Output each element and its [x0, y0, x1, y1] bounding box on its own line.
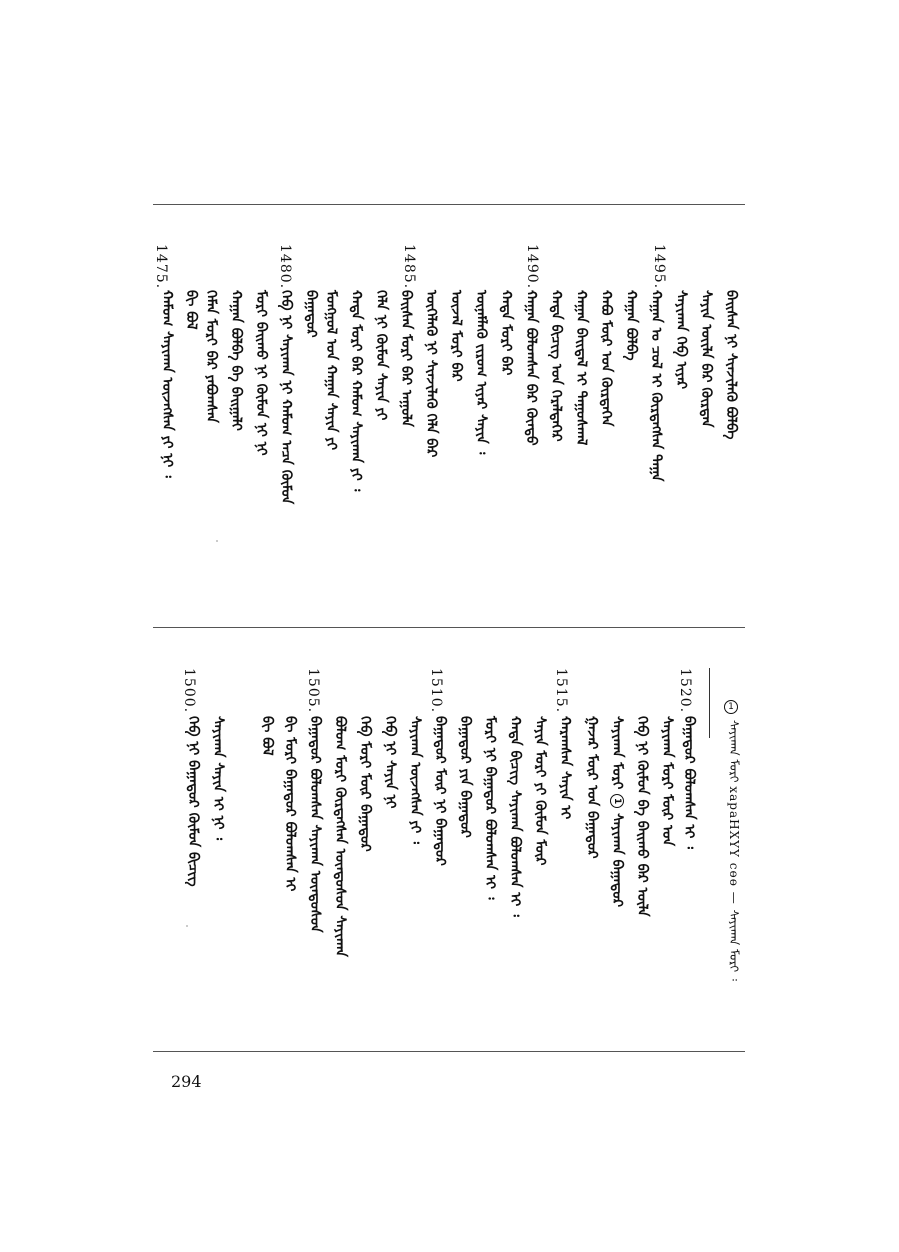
verse-text: ᠦᠨᠡᠮᠯᠡᠬᠦ ᠵᠢᠷᠤᠭ ᠢᠶᠡᠷ ᠰᠠᠶᠢᠨ	[473, 290, 489, 444]
verse-line: ᠭᠠᠵᠠᠷ ᠮᠥᠷ ᠤᠨ ᠪᠠᠭᠠᠲᠤᠷ	[584, 716, 600, 859]
verse-text: ᠬᠠᠮᠤᠭ ᠰᠠᠶᠢᠬᠠᠨ ᠦᠵᠡᠭᠰᠡᠨ ᠶᠢ ᠨᠢ	[159, 290, 175, 468]
verse-line: ᠪᠠᠭᠠᠲᠤᠷ ᠪᠣᠯᠤᠭᠰᠠᠨ ᠰᠠᠶᠢᠬᠠᠨ ᠦᠨᠳᠦᠰᠦᠨ	[307, 716, 323, 933]
verse-end-mark: ᠄	[159, 472, 175, 478]
verse-line	[478, 716, 502, 900]
verse-line: ᠰᠠᠶᠢᠨ ᠮᠣᠷᠢ ᠶᠢ ᠬᠦᠮᠦᠨ ᠮᠥᠷ	[532, 716, 548, 866]
verse-text: ᠪᠠᠭᠠᠲᠤᠷ ᠪᠣᠯᠤᠭᠰᠠᠨ ᠢ	[681, 716, 697, 839]
verse-end-mark: ᠄	[482, 893, 498, 900]
verse-line: ᠪᠠᠭᠠᠲᠤᠷ ᠶᠢᠨ ᠪᠠᠭᠠᠲᠤᠷ	[457, 716, 473, 838]
footnote-text	[724, 720, 745, 981]
bottom-rule	[153, 1051, 745, 1052]
top-rule	[153, 204, 745, 205]
verse-line: ᠪᠢ ᠮᠣᠷᠢ ᠪᠠᠭᠠᠲᠤᠷ ᠪᠣᠯᠤᠭᠰᠠᠨ ᠢ	[282, 716, 298, 892]
verse-line: ᠪᠣᠯᠤᠭ ᠮᠣᠷᠢ ᠬᠦᠷᠲᠡᠭᠰᠡᠨ ᠦᠨᠳᠦᠰᠦᠨ ᠰᠠᠶᠢᠬᠠᠨ	[332, 716, 348, 957]
verse-line: ᠬᠠᠭᠠᠨ ᠪᠠᠢᠳᠠᠯ ᠢ ᠳᠠᠭᠤᠰᠬᠠᠯ	[573, 290, 589, 446]
verse-line: ᠬᠡᠯᠡ ᠨᠢ ᠬᠥᠮᠦᠨ ᠰᠠᠶᠢᠨ ᠶᠢ	[373, 290, 389, 421]
footnote-marker: 1	[724, 700, 738, 714]
line-number: 1510.	[428, 668, 444, 714]
verse-line: ᠬᠠᠳᠠ ᠮᠣᠷᠢ ᠪᠠᠷ	[498, 290, 514, 376]
verse-line: ᠪᠠᠭᠠᠲᠤᠷ	[303, 290, 319, 338]
scan-speck	[216, 540, 218, 542]
line-number: 1495.	[651, 244, 667, 290]
verse-line: ᠦᠵᠡᠯ ᠮᠣᠷᠢ ᠪᠠᠷ	[448, 290, 464, 382]
verse-line: ᠬᠡᠪ ᠨᠢ ᠰᠠᠶᠢᠨ ᠨᠢ	[382, 716, 398, 809]
verse-end-mark: ᠄	[348, 485, 364, 492]
verse-line	[677, 716, 701, 849]
line-number: 1485.	[401, 244, 417, 290]
verse-line: ᠪᠢ ᠪᠣᠯ	[259, 716, 275, 756]
line-number: 1515.	[553, 668, 569, 714]
verse-line: ᠪᠠᠢᠰᠠᠨ ᠨᠢ ᠰᠢᠨᠵᠢᠯᠡᠬᠦ ᠪᠣᠯᠪᠠ	[723, 290, 739, 440]
verse-line: ᠬᠠᠳᠠ ᠪᠢᠴᠢᠭ ᠤᠨ ᠭᠡᠷᠡᠯᠲᠡᠭᠡᠷ	[548, 290, 564, 442]
verse-end-mark: ᠄	[407, 838, 423, 844]
verse-line: ᠬᠡᠪ ᠨᠢ ᠰᠠᠶᠢᠬᠠᠨ ᠨᠢ ᠬᠠᠮᠤᠭ ᠠᠴᠠ ᠬᠦᠮᠦᠨ	[278, 290, 294, 505]
verse-line: ᠰᠠᠶᠢᠨ ᠦᠢᠯᠡ ᠪᠡᠷ ᠬᠦᠷᠳᠡᠨ	[698, 290, 714, 428]
verse-line: ᠪᠠᠢᠰᠠᠨ ᠮᠣᠷᠢ ᠪᠠᠷ ᠠᠭᠤᠯᠠ	[398, 290, 414, 427]
verse-line: ᠬᠠᠷᠠᠭᠰᠠᠨ ᠰᠠᠶᠢᠨ ᠢ	[557, 716, 573, 820]
verse-text: ᠮᠣᠷᠢ ᠨᠢ ᠪᠠᠭᠠᠲᠤᠷ ᠪᠣᠯᠤᠭᠰᠠᠨ ᠢ	[482, 716, 498, 890]
verse-text: ᠰᠠᠶᠢᠬᠠᠨ ᠦᠵᠡᠭᠰᠡᠨ ᠶᠢ	[407, 716, 423, 834]
verse-line: ᠬᠡᠪ ᠨᠢ ᠪᠠᠭᠠᠲᠤᠷ ᠬᠦᠮᠦᠨ ᠪᠢᠴᠢᠭ	[185, 716, 201, 887]
verse-line: ᠬᠡᠪ ᠮᠣᠷᠢ ᠮᠥᠷ ᠪᠠᠭᠠᠲᠤᠷ	[357, 716, 373, 852]
scan-speck	[186, 925, 188, 927]
footnote-end-mark: ᠄	[727, 975, 741, 981]
verse-line	[155, 290, 179, 478]
verse-line: ᠮᠣᠷᠢ ᠪᠠᠢᠬᠤ ᠨᠢ ᠬᠦᠮᠦᠨ ᠨᠢ ᠨᠢ	[253, 290, 269, 456]
verse-text: ᠰᠠᠶᠢᠬᠠᠨ ᠰᠠᠶᠢᠨ ᠢ ᠨᠢ	[210, 716, 226, 830]
line-number: 1490.	[524, 244, 540, 290]
verse-text: ᠬᠠᠳᠠ ᠪᠢᠴᠢᠭ ᠰᠠᠶᠢᠬᠠᠨ ᠪᠣᠯᠤᠭᠰᠠᠨ ᠢ	[507, 716, 523, 907]
middle-rule	[153, 627, 745, 628]
verse-line: ᠦᠭᠡᠯᠡᠬᠦ ᠨᠢ ᠰᠢᠨᠵᠢᠯᠡᠬᠦ ᠬᠡᠯᠡ ᠪᠡᠷ	[423, 290, 439, 458]
verse-line: ᠬᠠᠭᠠᠨ ᠪᠣᠯᠪᠠ ᠪᠠ ᠪᠠᠢᠭᠠᠯᠢ	[228, 290, 244, 431]
verse-line: ᠪᠠᠭᠠᠲᠤᠷ ᠮᠥᠷ ᠨᠢ ᠪᠠᠭᠠᠲᠤᠷ	[432, 716, 448, 866]
verse-line	[403, 716, 427, 844]
footnote-rule	[709, 668, 710, 738]
verse-text: ᠰᠠᠶᠢᠬᠠᠨ ᠮᠣᠷᠢ	[609, 716, 625, 790]
verse-line	[469, 290, 493, 454]
verse-line: ᠬᠡᠮᠡᠨ ᠮᠣᠷᠢ ᠪᠠᠷ ᠶᠠᠪᠤᠭᠰᠠᠨ	[203, 290, 219, 423]
page-number: 294	[171, 1072, 202, 1091]
verse-line: ᠬᠡᠪ ᠨᠢ ᠬᠦᠮᠦᠨ ᠪᠠ ᠪᠠᠢᠬᠤ ᠪᠡᠷ ᠦᠯᠡ	[634, 716, 650, 917]
verse-text: ᠬᠠᠳᠠ ᠮᠣᠷᠢ ᠪᠠᠷ ᠬᠠᠮᠤᠭ ᠰᠠᠶᠢᠬᠠᠨ ᠶᠢ	[348, 290, 364, 481]
verse-line	[605, 716, 629, 907]
line-number: 1520.	[677, 668, 693, 714]
footnote-ref-icon: 1	[610, 794, 624, 808]
verse-line: ᠬᠠᠭᠠᠨ ᠪᠣᠯᠪᠠ	[623, 290, 639, 361]
verse-line: ᠰᠠᠶᠢᠬᠠᠨ ᠬᠡᠪ ᠢᠶᠡᠷ	[673, 290, 689, 390]
verse-line: ᠰᠠᠶᠢᠬᠠᠨ ᠮᠣᠷᠢ ᠮᠥᠷ ᠤᠨ	[659, 716, 675, 847]
line-number: 1500.	[181, 668, 197, 714]
verse-line: ᠬᠠᠭᠠᠨ ᠪᠣᠯᠤᠭᠰᠠᠨ ᠪᠡᠷ ᠬᠦᠨᠳᠦ	[523, 290, 539, 446]
verse-line: ᠬᠠᠪᠤ ᠮᠥᠷ ᠤᠨ ᠬᠦᠷᠲᠡᠭᠡᠨ	[598, 290, 614, 427]
verse-end-mark: ᠄	[210, 834, 226, 841]
verse-end-mark: ᠄	[681, 843, 697, 849]
verse-line: ᠬᠠᠭᠠᠨ ᠤ ᠴᠣᠯ ᠢ ᠬᠦᠷᠲᠡᠭᠰᠡᠨ ᠲᠠᠭᠠ	[648, 290, 664, 482]
verse-line: ᠪᠢ ᠪᠣᠯ	[183, 290, 199, 330]
verse-line	[503, 716, 527, 917]
line-number: 1505.	[305, 668, 321, 714]
verse-line	[206, 716, 230, 840]
verse-end-mark: ᠄	[473, 448, 489, 455]
verse-line: ᠮᠣᠩᠭᠣᠯ ᠤᠨ ᠬᠠᠭᠠᠨ ᠰᠠᠶᠢᠨ ᠶᠢ	[323, 290, 339, 451]
verse-end-mark: ᠄	[507, 911, 523, 917]
verse-text-tail: ᠰᠠᠶᠢᠬᠠᠨ ᠪᠠᠭᠠᠲᠤᠷ	[609, 813, 625, 908]
verse-line	[344, 290, 368, 491]
footnote-body: ᠰᠠᠶᠢᠬᠠᠨ ᠮᠣᠷᠢ хараНХҮҮ сөө — ᠰᠠᠶᠢᠬᠠᠨ ᠮᠣᠷᠢ	[727, 720, 741, 973]
line-number: 1480.	[277, 244, 293, 290]
line-number: 1475.	[153, 244, 169, 290]
